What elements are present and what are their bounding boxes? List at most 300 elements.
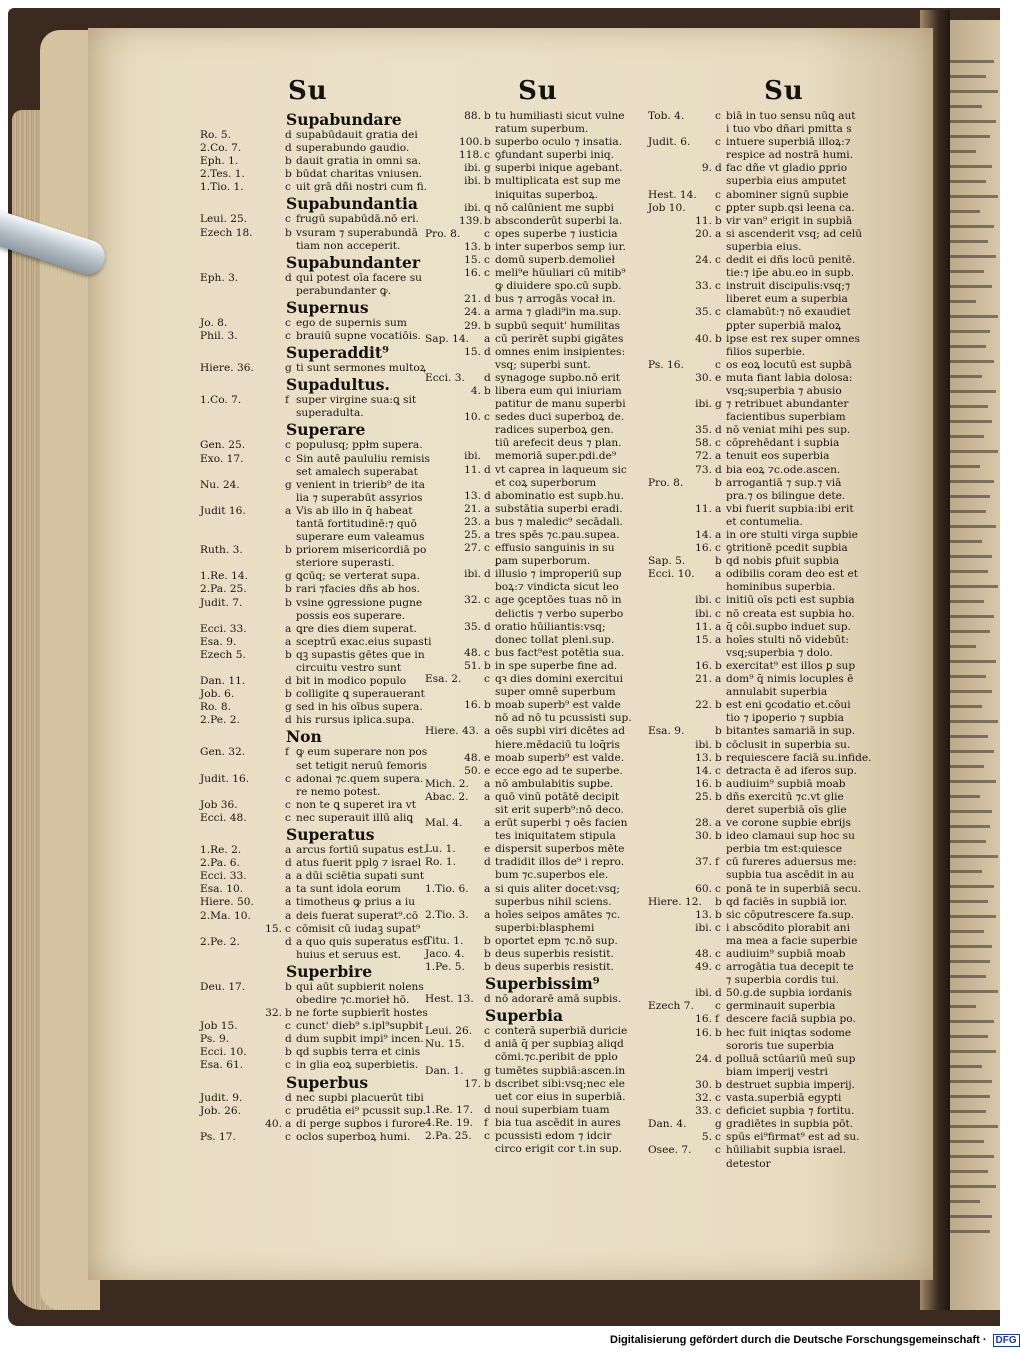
entry-chapter bbox=[459, 280, 484, 293]
entry-chapter bbox=[459, 993, 484, 1006]
entry-chapter bbox=[688, 241, 715, 254]
entry-text: deficiet supbia ⁊ fortitu. bbox=[726, 1105, 855, 1118]
entry-text: obedire ⁊c.morieł hō. bbox=[296, 993, 410, 1006]
concordance-entry bbox=[648, 149, 920, 162]
entry-text: arrogātia tua decepit te bbox=[726, 961, 854, 974]
entry-text: superbia eius. bbox=[726, 240, 802, 253]
concordance-entry bbox=[425, 123, 651, 136]
entry-text: ecce ego ad te superbe. bbox=[495, 764, 623, 777]
entry-reference bbox=[425, 175, 459, 188]
entry-section-letter: c bbox=[285, 316, 291, 329]
entry-text: deus superbis resistit. bbox=[495, 961, 614, 974]
entry-section-letter: a bbox=[484, 725, 491, 738]
concordance-entry bbox=[200, 155, 422, 168]
entry-reference bbox=[648, 516, 688, 529]
entry-text: absconderūt superbi la. bbox=[495, 214, 623, 227]
concordance-entry bbox=[200, 478, 425, 492]
entry-text: germinauit superbia bbox=[726, 1000, 836, 1013]
concordance-entry bbox=[425, 189, 651, 202]
entry-reference: Ecci. 3. bbox=[425, 371, 465, 384]
entry-section-letter bbox=[285, 786, 296, 799]
entry-section-letter bbox=[715, 581, 726, 594]
entry-reference: Dan. 4. bbox=[648, 1118, 687, 1131]
entry-section-letter: d bbox=[484, 1103, 491, 1116]
entry-reference: Jaco. 4. bbox=[425, 948, 465, 960]
concordance-entry bbox=[648, 503, 920, 516]
concordance-entry bbox=[200, 648, 425, 662]
entry-reference: Abac. 2. bbox=[425, 790, 469, 803]
entry-text: conterā superbiā duricie bbox=[495, 1025, 628, 1038]
entry-reference bbox=[648, 280, 688, 293]
entry-chapter bbox=[688, 568, 715, 581]
concordance-entry bbox=[200, 922, 421, 936]
entry-text: bit in modico populo bbox=[296, 675, 407, 688]
concordance-entry bbox=[648, 987, 920, 1000]
entry-chapter bbox=[262, 129, 285, 142]
entry-chapter bbox=[459, 883, 484, 896]
entry-chapter bbox=[688, 581, 715, 594]
entry-section-letter: c bbox=[285, 1059, 291, 1072]
concordance-entry bbox=[200, 570, 418, 583]
concordance-entry bbox=[200, 714, 418, 727]
entry-text: ꝑam superborum. bbox=[495, 555, 591, 568]
entry-reference: Job. 26. bbox=[200, 1104, 241, 1117]
entry-text: arrogantiā ⁊ sup.⁊ viā bbox=[726, 476, 842, 489]
entry-chapter: 16. bbox=[695, 1026, 712, 1039]
entry-section-letter: b bbox=[484, 319, 491, 332]
concordance-entry bbox=[425, 581, 651, 594]
entry-text: huius et seruus est. bbox=[296, 948, 402, 961]
concordance-entry bbox=[425, 136, 651, 149]
entry-text: radices superboꝝ gen. bbox=[495, 424, 614, 437]
lemma-heading: Superare bbox=[286, 420, 366, 440]
entry-reference bbox=[648, 581, 688, 594]
concordance-entry bbox=[648, 935, 920, 948]
entry-section-letter: g bbox=[715, 398, 722, 411]
entry-chapter bbox=[262, 714, 285, 727]
entry-reference: Sap. 14. bbox=[425, 332, 469, 345]
concordance-entry bbox=[200, 1033, 424, 1046]
entry-section-letter: d bbox=[484, 489, 491, 502]
concordance-entry bbox=[648, 778, 920, 791]
entry-text: steriore superasti. bbox=[296, 557, 395, 570]
concordance-entry bbox=[425, 634, 651, 647]
entry-reference bbox=[648, 333, 688, 346]
entry-text: ꝑpter superbiā maloꝝ bbox=[726, 319, 841, 332]
entry-reference: Ro. 5. bbox=[200, 129, 232, 141]
entry-reference bbox=[648, 385, 688, 398]
concordance-entry bbox=[425, 621, 651, 634]
entry-section-letter: f bbox=[715, 1013, 719, 1026]
entry-text: hoīes seipos amātes ⁊c. bbox=[495, 908, 621, 921]
entry-reference: 1.Re. 14. bbox=[200, 570, 248, 583]
entry-chapter bbox=[262, 479, 285, 492]
concordance-entry bbox=[425, 869, 651, 882]
entry-section-letter: a bbox=[484, 882, 491, 895]
concordance-entry bbox=[648, 804, 920, 817]
entry-chapter bbox=[688, 359, 715, 372]
entry-reference bbox=[648, 162, 688, 175]
entry-chapter bbox=[688, 490, 715, 503]
entry-reference bbox=[200, 557, 262, 570]
entry-section-letter bbox=[715, 346, 726, 359]
entry-chapter: 17. bbox=[464, 1077, 481, 1090]
entry-section-letter bbox=[715, 385, 726, 398]
concordance-entry bbox=[648, 830, 920, 843]
entry-chapter: 48. bbox=[464, 751, 481, 764]
entry-text: arcus fortiū supatus est. bbox=[296, 844, 427, 857]
entry-section-letter: b bbox=[715, 1026, 722, 1039]
entry-section-letter: a bbox=[484, 908, 491, 921]
entry-reference bbox=[648, 123, 688, 136]
entry-text: inter superbos semp iur. bbox=[495, 240, 626, 253]
concordance-entry bbox=[200, 701, 423, 714]
concordance-entry bbox=[425, 1038, 651, 1051]
entry-chapter bbox=[262, 583, 285, 596]
entry-text: hiere.mēdaciū tu loq̄ris bbox=[495, 738, 620, 751]
entry-text: hoīes stulti nō videbūt: bbox=[726, 633, 850, 646]
entry-chapter bbox=[262, 439, 285, 452]
entry-chapter bbox=[262, 453, 285, 466]
concordance-entry bbox=[425, 608, 651, 621]
entry-text: oratio hūiliantis:vsq; bbox=[495, 620, 606, 633]
concordance-entry bbox=[200, 949, 418, 962]
entry-reference: 2.Tio. 3. bbox=[425, 908, 469, 921]
entry-chapter bbox=[262, 544, 285, 557]
concordance-entry bbox=[648, 699, 920, 712]
entry-chapter: 16. bbox=[695, 1013, 712, 1026]
entry-chapter: 118. bbox=[459, 149, 483, 162]
entry-section-letter: b bbox=[484, 699, 491, 712]
entry-section-letter: a bbox=[285, 622, 292, 635]
entry-reference bbox=[648, 948, 688, 961]
concordance-entry bbox=[425, 1117, 651, 1130]
entry-chapter: 13. bbox=[695, 908, 712, 921]
entry-reference: Esa. 2. bbox=[425, 673, 462, 686]
entry-section-letter: d bbox=[715, 463, 722, 476]
entry-reference bbox=[425, 686, 459, 699]
entry-reference bbox=[425, 267, 459, 280]
concordance-entry bbox=[648, 202, 920, 215]
entry-reference bbox=[648, 1027, 688, 1040]
entry-text: vsq; superbi sunt. bbox=[495, 358, 591, 371]
entry-text: supbū sequit' humilitas bbox=[495, 319, 621, 332]
entry-section-letter: c bbox=[285, 181, 291, 194]
entry-chapter bbox=[262, 181, 285, 194]
entry-chapter: 25. bbox=[695, 790, 712, 803]
entry-text: patitur de manu superbi bbox=[495, 398, 626, 411]
entry-chapter bbox=[459, 424, 484, 437]
entry-reference bbox=[425, 869, 459, 882]
entry-chapter bbox=[688, 935, 715, 948]
entry-chapter bbox=[459, 372, 484, 385]
concordance-entry bbox=[425, 993, 651, 1006]
entry-chapter bbox=[262, 910, 285, 923]
entry-text: qꝛ dies domini exercitui bbox=[495, 673, 623, 686]
entry-text: vbi fuerit supbia:ibi erit bbox=[726, 502, 854, 515]
entry-chapter: 35. bbox=[464, 620, 481, 633]
entry-text: ego de supernis sum bbox=[296, 316, 407, 329]
entry-chapter bbox=[688, 1000, 715, 1013]
entry-text: qꝫ supastis gētes que in bbox=[296, 648, 425, 661]
entry-reference bbox=[648, 1066, 688, 1079]
entry-reference bbox=[648, 634, 688, 647]
entry-text: sic cōputrescere fa.sup. bbox=[726, 908, 854, 921]
entry-text: uit grā dñi nostri cum fi. bbox=[296, 181, 428, 194]
entry-chapter bbox=[262, 786, 285, 799]
entry-section-letter: d bbox=[484, 345, 491, 358]
entry-section-letter: c bbox=[715, 594, 721, 607]
entry-chapter: 60. bbox=[695, 882, 712, 895]
entry-reference bbox=[425, 516, 459, 529]
entry-reference bbox=[648, 594, 688, 607]
entry-reference bbox=[648, 464, 688, 477]
concordance-entry bbox=[648, 883, 920, 896]
entry-section-letter bbox=[484, 123, 495, 136]
entry-text: dscribet sibi:vsq;nec ele bbox=[495, 1077, 625, 1090]
entry-section-letter: c bbox=[484, 646, 490, 659]
entry-section-letter: a bbox=[484, 790, 491, 803]
entry-section-letter bbox=[715, 490, 726, 503]
entry-section-letter: d bbox=[715, 162, 722, 175]
entry-reference bbox=[648, 752, 688, 765]
entry-section-letter: c bbox=[715, 306, 721, 319]
entry-section-letter: b bbox=[285, 583, 292, 596]
entry-section-letter: a bbox=[715, 633, 722, 646]
entry-text: abominer signū supbie bbox=[726, 188, 849, 201]
entry-section-letter bbox=[715, 320, 726, 333]
concordance-entry bbox=[425, 228, 651, 241]
entry-chapter: 9. bbox=[701, 162, 712, 175]
entry-reference bbox=[200, 531, 262, 544]
entry-chapter bbox=[459, 712, 484, 725]
entry-reference bbox=[200, 994, 262, 1007]
entry-chapter bbox=[688, 346, 715, 359]
entry-text: tradidit illos de⁹ i repro. bbox=[495, 856, 625, 869]
entry-text: dum supbit impi⁹ incen. bbox=[296, 1033, 424, 1046]
entry-section-letter: c bbox=[715, 136, 721, 149]
entry-reference bbox=[425, 241, 459, 254]
concordance-entry bbox=[200, 129, 418, 142]
entry-reference bbox=[648, 686, 688, 699]
entry-text: ti sunt sermones multoꝝ bbox=[296, 362, 426, 375]
entry-reference: Gen. 32. bbox=[200, 746, 246, 759]
concordance-entry bbox=[200, 772, 424, 786]
column-3 bbox=[648, 72, 920, 1171]
entry-section-letter bbox=[715, 267, 726, 280]
entry-reference bbox=[425, 464, 459, 477]
entry-section-letter: c bbox=[484, 594, 490, 607]
entry-section-letter bbox=[285, 240, 296, 253]
entry-reference: Nu. 24. bbox=[200, 478, 240, 491]
concordance-entry bbox=[425, 830, 651, 843]
entry-chapter: 16. bbox=[695, 659, 712, 672]
entry-chapter bbox=[688, 411, 715, 424]
entry-text: et contumelia. bbox=[726, 515, 803, 528]
concordance-entry bbox=[200, 168, 423, 181]
entry-section-letter: d bbox=[285, 857, 292, 870]
entry-section-letter: c bbox=[715, 437, 721, 450]
entry-text: qui aūt supbierit nolens bbox=[296, 980, 424, 993]
entry-chapter bbox=[262, 896, 285, 909]
concordance-entry bbox=[200, 1117, 426, 1131]
concordance-entry bbox=[648, 175, 920, 188]
entry-reference bbox=[200, 285, 262, 298]
entry-reference bbox=[648, 804, 688, 817]
concordance-entry bbox=[425, 778, 651, 791]
entry-section-letter: c bbox=[715, 764, 721, 777]
entry-text: vir van⁹ erigit in supbiā bbox=[726, 214, 853, 227]
entry-text: populusq; ppłm supera. bbox=[296, 439, 423, 452]
concordance-entry bbox=[200, 994, 418, 1007]
entry-chapter bbox=[688, 293, 715, 306]
entry-reference: Deu. 17. bbox=[200, 980, 246, 993]
entry-section-letter: d bbox=[285, 675, 292, 688]
concordance-entry bbox=[648, 424, 920, 437]
entry-section-letter: c bbox=[484, 267, 490, 280]
entry-chapter bbox=[688, 555, 715, 568]
concordance-entry bbox=[648, 922, 920, 935]
entry-reference: Hiere. 50. bbox=[200, 896, 254, 909]
entry-text: iniquitas superboꝝ. bbox=[495, 188, 598, 201]
entry-section-letter: a bbox=[715, 817, 722, 830]
entry-text: bum ⁊c.superbos ele. bbox=[495, 869, 609, 882]
concordance-entry bbox=[425, 254, 651, 267]
entry-section-letter: a bbox=[715, 568, 722, 581]
entry-section-letter: d bbox=[715, 424, 722, 437]
entry-section-letter: b bbox=[484, 961, 491, 974]
entry-section-letter: b bbox=[484, 214, 491, 227]
entry-section-letter: c bbox=[484, 542, 490, 555]
concordance-entry bbox=[425, 739, 651, 752]
entry-reference: Leui. 26. bbox=[425, 1025, 473, 1038]
lemma-heading: Supadultus. bbox=[286, 375, 390, 395]
entry-chapter bbox=[262, 505, 285, 518]
entry-text: set amalech superabat bbox=[296, 465, 418, 478]
entry-section-letter bbox=[715, 869, 726, 882]
entry-section-letter bbox=[715, 686, 726, 699]
entry-chapter bbox=[262, 1059, 285, 1072]
entry-section-letter bbox=[484, 922, 495, 935]
entry-section-letter: c bbox=[484, 1025, 490, 1038]
concordance-entry bbox=[648, 136, 920, 149]
entry-reference bbox=[425, 765, 459, 778]
entry-text: omnes enim insipientes: bbox=[495, 345, 626, 358]
entry-text: pcussisti edom ⁊ idcir bbox=[495, 1130, 612, 1143]
entry-section-letter: b bbox=[484, 175, 491, 188]
entry-chapter bbox=[459, 555, 484, 568]
entry-reference: Ezech 7. bbox=[648, 1000, 694, 1013]
entry-text: abominatio est supb.hu. bbox=[495, 489, 624, 502]
entry-section-letter: b bbox=[484, 384, 491, 397]
concordance-entry bbox=[425, 883, 651, 896]
entry-section-letter: c bbox=[715, 1000, 721, 1013]
entry-text: Sin autē paululiu remisis bbox=[296, 452, 430, 465]
entry-chapter: ibi. bbox=[695, 738, 712, 751]
column-header: Su bbox=[764, 76, 804, 106]
entry-reference bbox=[648, 869, 688, 882]
concordance-entry bbox=[200, 285, 418, 298]
entry-section-letter: a bbox=[715, 673, 722, 686]
entry-chapter: 25. bbox=[464, 529, 481, 541]
concordance-entry bbox=[425, 450, 651, 463]
concordance-entry bbox=[425, 804, 651, 817]
entry-text: multiplicata est sup me bbox=[495, 175, 621, 188]
concordance-entry bbox=[200, 610, 418, 623]
entry-text: nō calūnient me supbi bbox=[495, 201, 614, 214]
entry-section-letter bbox=[715, 804, 726, 817]
entry-section-letter: e bbox=[484, 843, 491, 856]
concordance-entry bbox=[425, 1143, 651, 1156]
entry-chapter: 35. bbox=[695, 424, 712, 437]
entry-chapter bbox=[688, 385, 715, 398]
entry-chapter bbox=[688, 477, 715, 490]
entry-text: polluā sctūariū meū sup bbox=[726, 1052, 856, 1065]
entry-reference bbox=[648, 1092, 688, 1105]
concordance-entry bbox=[648, 123, 920, 136]
concordance-entry bbox=[648, 1092, 920, 1105]
entry-section-letter: d bbox=[484, 568, 491, 581]
entry-text: gradiētes in supbia pōt. bbox=[726, 1118, 854, 1131]
entry-reference bbox=[648, 843, 688, 856]
entry-chapter bbox=[262, 155, 285, 168]
entry-reference: Judit. 16. bbox=[200, 772, 250, 785]
entry-reference bbox=[648, 817, 688, 830]
entry-section-letter: b bbox=[715, 790, 722, 803]
entry-text: si ascenderit vsq; ad celū bbox=[726, 227, 863, 240]
entry-section-letter bbox=[715, 843, 726, 856]
entry-text: bus ⁊ maledic⁹ secādali. bbox=[495, 515, 623, 528]
entry-text: si quis aliter docet:vsq; bbox=[495, 882, 620, 895]
concordance-entry bbox=[648, 869, 920, 882]
entry-text: cū fureres aduersus me: bbox=[726, 856, 857, 869]
entry-chapter bbox=[262, 272, 285, 285]
entry-chapter bbox=[262, 518, 285, 531]
concordance-entry bbox=[425, 948, 651, 961]
entry-chapter bbox=[262, 330, 285, 343]
entry-reference bbox=[648, 450, 688, 463]
entry-reference bbox=[648, 1158, 688, 1171]
entry-chapter bbox=[459, 1117, 484, 1130]
entry-section-letter bbox=[484, 896, 495, 909]
entry-section-letter bbox=[484, 739, 495, 752]
entry-section-letter: c bbox=[715, 961, 721, 974]
entry-chapter: 37. bbox=[695, 856, 712, 869]
entry-reference: Esa. 9. bbox=[200, 635, 237, 648]
entry-reference bbox=[648, 778, 688, 791]
entry-text: a dūi sciētia supati sunt bbox=[296, 870, 425, 883]
entry-reference: Judit. 9. bbox=[200, 1091, 243, 1104]
entry-chapter: 30. bbox=[695, 830, 712, 843]
entry-reference bbox=[648, 267, 688, 280]
entry-text: prudētia ei⁹ pcussit sup. bbox=[296, 1104, 427, 1117]
concordance-entry bbox=[200, 1131, 418, 1144]
entry-chapter bbox=[262, 649, 285, 662]
concordance-entry bbox=[425, 752, 651, 765]
lemma-heading: Superbire bbox=[286, 961, 373, 981]
entry-section-letter: g bbox=[285, 570, 292, 583]
entry-section-letter: d bbox=[484, 293, 491, 306]
entry-chapter bbox=[459, 778, 484, 791]
entry-section-letter: c bbox=[715, 921, 721, 934]
entry-text: libera eum qui iniuriam bbox=[495, 384, 622, 397]
entry-section-letter: c bbox=[484, 673, 490, 686]
entry-chapter: 73. bbox=[695, 463, 712, 476]
entry-reference: Jo. 8. bbox=[200, 316, 228, 329]
entry-section-letter: d bbox=[285, 714, 292, 727]
entry-text: Vis ab illo in q̄ habeat bbox=[296, 504, 413, 517]
entry-reference: Ecci. 10. bbox=[648, 568, 695, 581]
